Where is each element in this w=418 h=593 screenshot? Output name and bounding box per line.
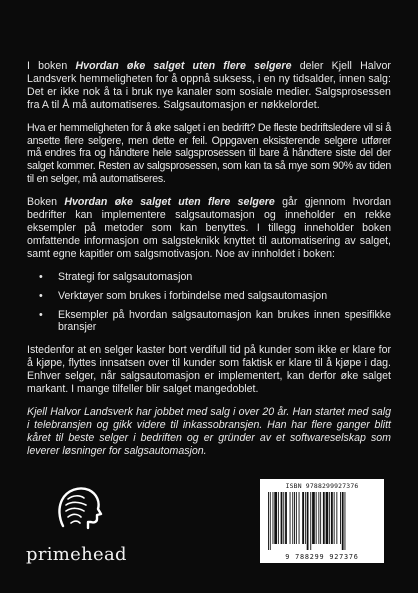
intro-suffix: deler Kjell Halvor Landsverk hemmeligheten for å oppnå suksess, i en ny tidsalder, innen salg: Det er ikke nok å ta i bruk nye kanaler som sosiale medier. Salgsprosessen fra A til Å må automatiseres. Salgsautomasjon er nøkkelordet. — [27, 60, 391, 111]
content-suffix: går gjennom hvordan bedrifter kan implementere salgsautomasjon og inneholder en rekke eksempler på metoder som kan benyttes. I tillegg inneholder boken omfattende informasjon om salgsteknikk knyttet til automatisering av salget, samt egne kapitler om salgsmotivasjon. Noe av innholdet i boken: — [27, 196, 392, 260]
isbn-label: ISBN 9788299927376 — [285, 482, 359, 490]
primehead-head-logo-icon — [53, 482, 105, 534]
intro-prefix: I boken — [27, 60, 76, 72]
bullet-item — [27, 271, 391, 284]
author-bio: Kjell Halvor Landsverk har jobbet med salg i over 20 år. Han startet med salg i telebransjen og gikk videre til inkassobransjen. Han har flere ganger blitt kåret til beste selger i bedriften og er gründer av et softwareselskap som leverer løsninger for salgsautomasjon. — [27, 405, 391, 457]
benefit-paragraph: Istedenfor at en selger kaster bort verdifull tid på kunder som ikke er klare for å kjøpe, flyttes innsatsen over til kunder som faktisk er klare til å kjøpe i dag. Enhver selger, når salgsautomasjon er implementert, kan derfor øke salget markant. I mange tilfeller blir salget mangedoblet. — [27, 344, 391, 396]
publisher-logo — [26, 482, 136, 565]
book-title-emphasis: Hvordan øke salget uten flere selgere — [75, 60, 292, 72]
bullet-text: Strategi for salgsautomasjon — [58, 270, 193, 283]
barcode-bars — [266, 492, 378, 550]
bullet-item — [27, 309, 391, 335]
secret-paragraph: Hva er hemmeligheten for å øke salget i en bedrift? De fleste bedriftsledere vil si å ansette flere selgere, men dette er feil. Oppgaven eksisterende selgere utfører må endres fra og håndtere hele salgsprosessen til bare å håndtere siste del der salget kommer. Resten av salgsprosessen, som kan ta så mye som 90% av tiden til en selger, må automatiseres. — [27, 121, 391, 186]
isbn-barcode — [260, 479, 384, 563]
bullet-text: Eksempler på hvordan salgsautomasjon kan brukes innen spesifikke bransjer — [58, 308, 391, 334]
content-paragraph — [27, 196, 391, 261]
content-prefix: Boken — [27, 196, 65, 209]
book-title-emphasis-2: Hvordan øke salget uten flere selgere — [64, 196, 275, 209]
bullet-icon: • — [39, 308, 43, 321]
bullet-icon: • — [39, 289, 43, 302]
bullet-icon: • — [39, 270, 43, 283]
bullet-item — [27, 290, 391, 303]
isbn-digits: 9 788299 927376 — [285, 553, 359, 561]
content-bullet-list — [27, 271, 391, 335]
publisher-name: primehead — [26, 544, 127, 565]
bullet-text: Verktøyer som brukes i forbindelse med salgsautomasjon — [58, 289, 328, 302]
blurb-text — [27, 60, 391, 468]
intro-paragraph — [27, 60, 391, 112]
